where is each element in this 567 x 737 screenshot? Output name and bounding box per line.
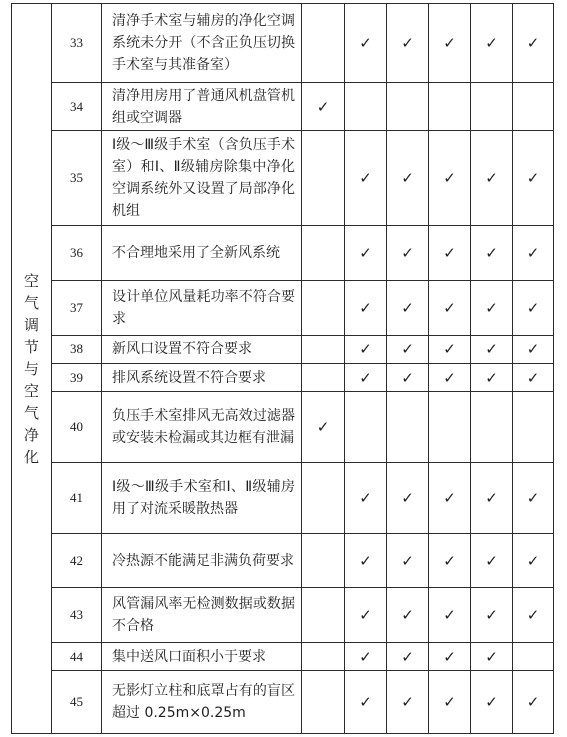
check-mark-icon: ✓ [429,671,471,734]
check-mark-icon: ✓ [471,462,513,533]
check-mark-icon: ✓ [387,363,429,391]
table-row [12,4,554,83]
empty-check-cell [302,281,345,336]
item-description: 排风系统设置不符合要求 [102,363,302,391]
check-mark-icon: ✓ [471,226,513,281]
check-mark-icon: ✓ [387,226,429,281]
empty-check-cell [429,392,471,463]
check-mark-icon: ✓ [345,642,387,670]
item-description: 集中送风口面积小于要求 [102,642,302,670]
check-mark-icon: ✓ [513,4,554,83]
check-mark-icon: ✓ [429,226,471,281]
check-mark-icon: ✓ [513,533,554,588]
check-mark-icon: ✓ [429,533,471,588]
check-mark-icon: ✓ [345,533,387,588]
empty-check-cell [345,82,387,131]
table-row [12,533,554,588]
item-description: 负压手术室排风无高效过滤器或安装未检漏或其边框有泄漏 [102,392,302,463]
check-mark-icon: ✓ [471,281,513,336]
check-mark-icon: ✓ [513,671,554,734]
empty-check-cell [302,671,345,734]
inspection-table [11,3,554,734]
empty-check-cell [302,462,345,533]
check-mark-icon: ✓ [387,131,429,226]
check-mark-icon: ✓ [471,131,513,226]
check-mark-icon: ✓ [429,4,471,83]
empty-check-cell [302,588,345,643]
item-description: 设计单位风量耗功率不符合要求 [102,281,302,336]
check-mark-icon: ✓ [345,462,387,533]
check-mark-icon: ✓ [345,131,387,226]
category-char: 化 [23,447,39,466]
check-mark-icon: ✓ [471,335,513,363]
check-mark-icon: ✓ [513,226,554,281]
check-mark-icon: ✓ [345,4,387,83]
item-description: 新风口设置不符合要求 [102,335,302,363]
check-mark-icon: ✓ [387,4,429,83]
check-mark-icon: ✓ [345,363,387,391]
item-description: Ⅰ级～Ⅲ级手术室（含负压手术室）和Ⅰ、Ⅱ级辅房除集中净化空调系统外又设置了局部净化机组 [102,131,302,226]
check-mark-icon: ✓ [513,281,554,336]
row-number: 41 [52,462,102,533]
check-mark-icon: ✓ [513,363,554,391]
row-number: 44 [52,642,102,670]
empty-check-cell [302,642,345,670]
category-char: 气 [23,403,39,422]
table-body [12,4,554,734]
table-row [12,462,554,533]
table-row [12,281,554,336]
check-mark-icon: ✓ [471,588,513,643]
empty-check-cell [513,642,554,670]
item-description: 冷热源不能满足非满负荷要求 [102,533,302,588]
item-description: 清净用房用了普通风机盘管机组或空调器 [102,82,302,131]
check-mark-icon: ✓ [387,281,429,336]
table-row [12,671,554,734]
category-char: 与 [23,359,39,378]
empty-check-cell [302,363,345,391]
check-mark-icon: ✓ [345,671,387,734]
row-number: 37 [52,281,102,336]
empty-check-cell [345,392,387,463]
category-cell [12,4,52,734]
category-char: 空 [23,271,39,290]
empty-check-cell [302,226,345,281]
item-description: 不合理地采用了全新风系统 [102,226,302,281]
check-mark-icon: ✓ [429,642,471,670]
row-number: 38 [52,335,102,363]
check-mark-icon: ✓ [345,588,387,643]
check-mark-icon: ✓ [471,671,513,734]
check-mark-icon: ✓ [513,462,554,533]
empty-check-cell [471,82,513,131]
check-mark-icon: ✓ [471,642,513,670]
check-mark-icon: ✓ [429,462,471,533]
empty-check-cell [302,131,345,226]
check-mark-icon: ✓ [513,588,554,643]
category-char: 节 [23,337,39,356]
table-row [12,131,554,226]
check-mark-icon: ✓ [387,588,429,643]
table-row [12,392,554,463]
category-char: 空 [23,381,39,400]
check-mark-icon: ✓ [302,392,345,463]
table-row [12,335,554,363]
row-number: 39 [52,363,102,391]
item-description: 清净手术室与辅房的净化空调系统未分开（不含正负压切换手术室与其准备室） [102,4,302,83]
category-char: 净 [23,425,39,444]
check-mark-icon: ✓ [387,335,429,363]
check-mark-icon: ✓ [429,281,471,336]
row-number: 43 [52,588,102,643]
check-mark-icon: ✓ [387,533,429,588]
check-mark-icon: ✓ [471,4,513,83]
table-row [12,226,554,281]
category-char: 调 [23,315,39,334]
empty-check-cell [429,82,471,131]
row-number: 45 [52,671,102,734]
check-mark-icon: ✓ [345,226,387,281]
category-char: 气 [23,293,39,312]
empty-check-cell [302,4,345,83]
check-mark-icon: ✓ [471,363,513,391]
empty-check-cell [387,82,429,131]
check-mark-icon: ✓ [387,671,429,734]
check-mark-icon: ✓ [429,335,471,363]
empty-check-cell [471,392,513,463]
empty-check-cell [302,533,345,588]
table-row [12,82,554,131]
check-mark-icon: ✓ [471,533,513,588]
empty-check-cell [513,392,554,463]
row-number: 33 [52,4,102,83]
empty-check-cell [513,82,554,131]
check-mark-icon: ✓ [387,642,429,670]
row-number: 42 [52,533,102,588]
item-description: 无影灯立柱和底罩占有的盲区超过 0.25m×0.25m [102,671,302,734]
check-mark-icon: ✓ [302,82,345,131]
row-number: 34 [52,82,102,131]
empty-check-cell [302,335,345,363]
check-mark-icon: ✓ [429,131,471,226]
row-number: 36 [52,226,102,281]
check-mark-icon: ✓ [513,131,554,226]
check-mark-icon: ✓ [429,588,471,643]
table-row [12,363,554,391]
table-row [12,588,554,643]
empty-check-cell [387,392,429,463]
check-mark-icon: ✓ [387,462,429,533]
row-number: 35 [52,131,102,226]
item-description: 风管漏风率无检测数据或数据不合格 [102,588,302,643]
item-description: Ⅰ级～Ⅲ级手术室和Ⅰ、Ⅱ级辅房用了对流采暖散热器 [102,462,302,533]
check-mark-icon: ✓ [429,363,471,391]
table-row [12,642,554,670]
check-mark-icon: ✓ [345,281,387,336]
check-mark-icon: ✓ [513,335,554,363]
row-number: 40 [52,392,102,463]
check-mark-icon: ✓ [345,335,387,363]
